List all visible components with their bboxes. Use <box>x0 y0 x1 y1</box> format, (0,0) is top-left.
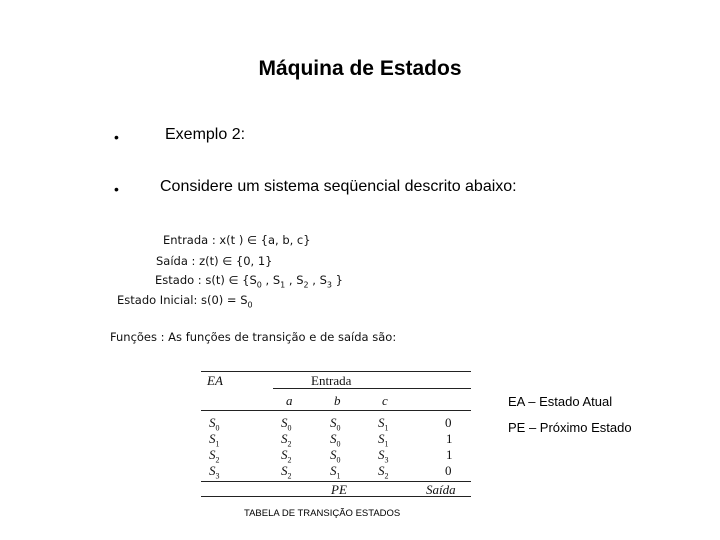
definition-estado-inicial: Estado Inicial: $s(0) = S_0$ <box>117 293 253 310</box>
definition-entrada: Entrada : x(t ) ∈ {a, b, c} <box>163 233 311 247</box>
table-cell-output: 1 <box>446 431 453 446</box>
table-cell-next: $S_2$ <box>281 431 292 449</box>
table-cell-next: $S_2$ <box>378 463 389 481</box>
table-caption: TABELA DE TRANSIÇÃO ESTADOS <box>244 508 401 519</box>
table-rule <box>273 388 471 389</box>
table-cell-next: $S_0$ <box>281 415 292 433</box>
table-cell-output: 1 <box>446 447 453 462</box>
legend-ea: EA – Estado Atual <box>508 394 613 409</box>
table-cell-output: 0 <box>445 415 452 430</box>
input-header-a: a <box>286 393 293 408</box>
table-cell-next: $S_1$ <box>378 431 389 449</box>
footer-saida: Saída <box>426 482 456 497</box>
transition-table <box>201 371 471 497</box>
bullet-text-exemplo: Exemplo 2: <box>165 126 246 143</box>
table-row-state: $S_0$ <box>209 415 220 433</box>
table-cell-next: $S_2$ <box>281 447 292 465</box>
table-cell-next: $S_0$ <box>330 431 341 449</box>
bullet-text-considere: Considere um sistema seqüencial descrito abaixo: <box>160 178 517 195</box>
table-rule <box>201 410 471 411</box>
definition-funcoes: Funções : As funções de transição e de saída são: <box>110 330 397 344</box>
slide-title: Máquina de Estados <box>258 57 462 80</box>
table-row-state: $S_1$ <box>209 431 220 449</box>
table-cell-next: $S_0$ <box>330 447 341 465</box>
input-header-b: b <box>334 393 341 408</box>
bullet-marker: • <box>114 129 119 145</box>
input-header-c: c <box>382 393 388 408</box>
table-cell-next: $S_2$ <box>281 463 292 481</box>
bullet-marker: • <box>114 181 119 197</box>
table-cell-next: $S_1$ <box>330 463 341 481</box>
table-row-state: $S_3$ <box>209 463 220 481</box>
definition-estado: Estado : s(t) ∈ {$S_0$ , $S_1$ , $S_2$ , $S_3$ } <box>155 273 343 290</box>
footer-pe: PE <box>331 482 347 497</box>
header-entrada: Entrada <box>311 373 352 388</box>
legend-pe: PE – Próximo Estado <box>508 420 632 435</box>
table-rule <box>201 371 471 372</box>
table-cell-next: $S_3$ <box>378 447 389 465</box>
definition-saida: Saída : z(t) ∈ {0, 1} <box>156 254 273 268</box>
table-row-state: $S_2$ <box>209 447 220 465</box>
table-cell-output: 0 <box>445 463 452 478</box>
table-cell-next: $S_0$ <box>330 415 341 433</box>
table-cell-next: $S_1$ <box>378 415 389 433</box>
header-ea: EA <box>207 373 223 388</box>
